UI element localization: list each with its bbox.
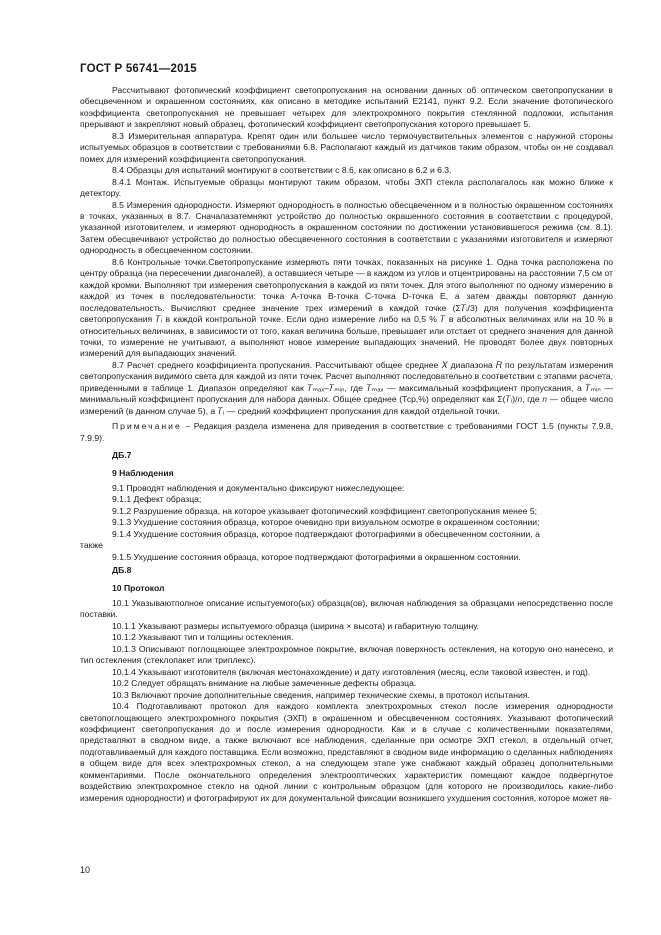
paragraph: 10.3 Включают прочие дополнительные сведения, например технические схемы, в протокол испытания. — [112, 689, 530, 700]
section-title-protocol: 10 Протокол — [112, 582, 165, 593]
paragraph: 8.5 Измерения однородности. Измеряют однородность в полностью обесцвеченном и в полностью окрашенном состояниях в точках, указанных в 8.7. Сначалазатемняют устройство до полностью окрашенного состояния в соответствии с процедурой, указанной изготовителем, и измеряют однородность в окрашенном состоянии по достижении установившегося режима (см. 8.1). Затем обесцвечивают устройство до полностью обесцвеченного состояния в соответствии с указаниями изготовителя и измеряют однородность в обесцвеченном состоянии. — [80, 199, 613, 256]
paragraph: 9.1 Проводят наблюдения и документально фиксируют нижеследующее: — [112, 482, 405, 493]
paragraph: 10.2 Следует обращать внимание на любые замеченные дефекты образца. — [112, 678, 417, 689]
paragraph-continuation: также — [80, 540, 103, 551]
paragraph: 9.1.3 Ухудшение состояния образца, которое очевидно при визуальном осмотре в окрашенном состоянии; — [112, 517, 540, 528]
paragraph: 10.1.4 Указывают изготовителя (включая местонахождение) и дату изготовления (месяц, если таковой известен, и год). — [112, 666, 591, 677]
paragraph: 9.1.5 Ухудшение состояния образца, которое подтверждают фотографиями в окрашенном состоянии. — [112, 551, 521, 562]
page-content — [80, 85, 613, 804]
paragraph: Рассчитывают фотопический коэффициент светопропускания на основании данных об оптическом светопропускании в обесцвеченном и окрашенном состояниях, как описано в методике испытаний E2141, пункт 9.2. Если значение фотопического коэффициента светопропускания не превышает четырех для электрохромного покрытия стеклянной подложки, испытания прерывают и закрепляют новый образец, фотопический коэффициент светопропускания которого превышает 5. — [80, 85, 613, 130]
paragraph: 10.4 Подготавливают протокол для каждого комплекта электрохромных стекол после измерения однородности светопоглощающего электрохромного покрытия (ЭХП) в окрашенном и обесцвеченном состояниях. Указывают фотопический коэффициент светопропускания до и после измерения однородности. Как и в случае с количественными показателями, представляют в сводном виде, а также включают все наблюдения, сделанные при осмотре ЭХП стекол, в отдельный отчет, подготавливаемый для каждого поставщика. Если возможно, представляют в сводном виде информацию о сделанных наблюдениях в общем виде для всех электрохромных стекол, а на следующем этапе уже снабжают каждый образец дополнительными комментариями. После окончательного определения электрооптических характеристик помещают каждое подвергнутое воздействию электрохромное стекло на одной линии с контрольным образцом (для которого не производилось какие-либо измерения однородности) и фотографируют их для документальной фиксации возникшего ухудшения состояния, которое может яв- — [80, 701, 613, 803]
note-text: – Редакция раздела изменена для приведения в соответствие с требованиями ГОСТ 1.5 (пункты 7.9.8, 7.9.9). — [80, 421, 613, 443]
paragraph: 8.7 Расчет среднего коэффициента пропускания. Рассчитывают общее среднее 𝑋 диапазона 𝑅 по результатам измерения светопропускания видимого света для каждой из пяти точек. Расчет выполняют последовательно в соответствии с этапами расчета, приведенными в таблице 1. Диапазон определяют как 𝑇ₘₐₓ–𝑇ₘᵢₙ, где 𝑇ₘₐₓ — максимальный коэффициент пропускания, а 𝑇ₘᵢₙ — минимальный коэффициент пропускания для набора данных. Общее среднее (Тср,%) определяют как Σ(𝑇ᵢ)/𝑛, где 𝑛 — общее число измерений (в данном случае 5), а 𝑇ᵢ — средний коэффициент пропускания для каждой отдельной точки. — [80, 359, 613, 416]
note — [80, 421, 613, 444]
paragraph: 10.1.3 Описывают поглощающее электрохромное покрытие, включая поверхность остекления, на которую оно нанесено, и тип остекления (стеклопакет или триплекс). — [80, 643, 613, 666]
section-label-b8: ДБ.8 — [112, 565, 132, 576]
paragraph: 8.4.1 Монтаж. Испытуемые образцы монтируют таким образом, чтобы ЭХП стекла располагалось как можно ближе к детектору. — [80, 176, 613, 199]
paragraph: 9.1.4 Ухудшение состояния образца, которое подтверждают фотографиями в обесцвеченном состоянии, а — [112, 528, 540, 539]
note-label: Примечание — [112, 421, 182, 432]
paragraph: 9.1.1 Дефект образца; — [112, 494, 202, 505]
paragraph: 8.6 Контрольные точки.Светопропускание измеряють пяти точках, показанных на рисунке 1. Одна точка расположена по центру образца (на пересечении диагоналей), а оставшиеся четыре — в каждом из углов и отцентрированы на расстоянии 7,5 см от каждой кромки. Выполняют три измерения светопропускания в каждой из пяти точек. Для этого выполняют по одному измерению в каждой из точек в последовательности: точка А-точка В-точка С-точка D-точка E, а затем дважды повторяют данную последовательность. Вычисляют среднее значение трех измерений в каждой точке (Σ𝑇ᵢ/3) для получения коэффициента светопропускания 𝑇ᵢ в каждой контрольной точке. Если одно измерение либо на 0,5 % 𝑇 в абсолютных величинах или на 10 % в относительных величинах, в зависимости от того, какая величина больше, превышает или отстает от среднего значения для данной точки, то измерение не учитывают, а выполняют новое измерение выпадающих значений. Не проводят более двух повторных измерений для выпадающих значений. — [80, 256, 613, 359]
page-number: 10 — [80, 865, 91, 875]
section-title-observations: 9 Наблюдения — [112, 467, 174, 478]
document-header: ГОСТ Р 56741—2015 — [80, 63, 197, 75]
paragraph: 10.1.1 Указывают размеры испытуемого образца (ширина × высота) и габаритную толщину. — [112, 620, 480, 631]
paragraph: 8.3 Измерительная аппаратура. Крепят один или большее число термочувствительных элементов с наружной стороны испытуемых образцов в соответствии с требованиями 6.8. Располагают каждый из датчиков таким образом, чтобы он не создавал помех для измерений коэффициента светопропускания. — [80, 130, 613, 164]
paragraph: 8.4 Образцы для испытаний монтируют в соответствии с 8.6, как описано в 6.2 и 6.3. — [112, 165, 452, 176]
section-label-b7: ДБ.7 — [112, 450, 132, 461]
paragraph: 10.1.2 Указывают тип и толщины остекления. — [112, 632, 294, 643]
paragraph: 10.1 Указываютполное описание испытуемого(ых) образца(ов), включая наблюдения за образцами непосредственно после поставки. — [80, 598, 613, 620]
paragraph: 9.1.2 Разрушение образца, на которое указывает фотопический коэффициент светопропускания менее 5; — [112, 505, 538, 516]
